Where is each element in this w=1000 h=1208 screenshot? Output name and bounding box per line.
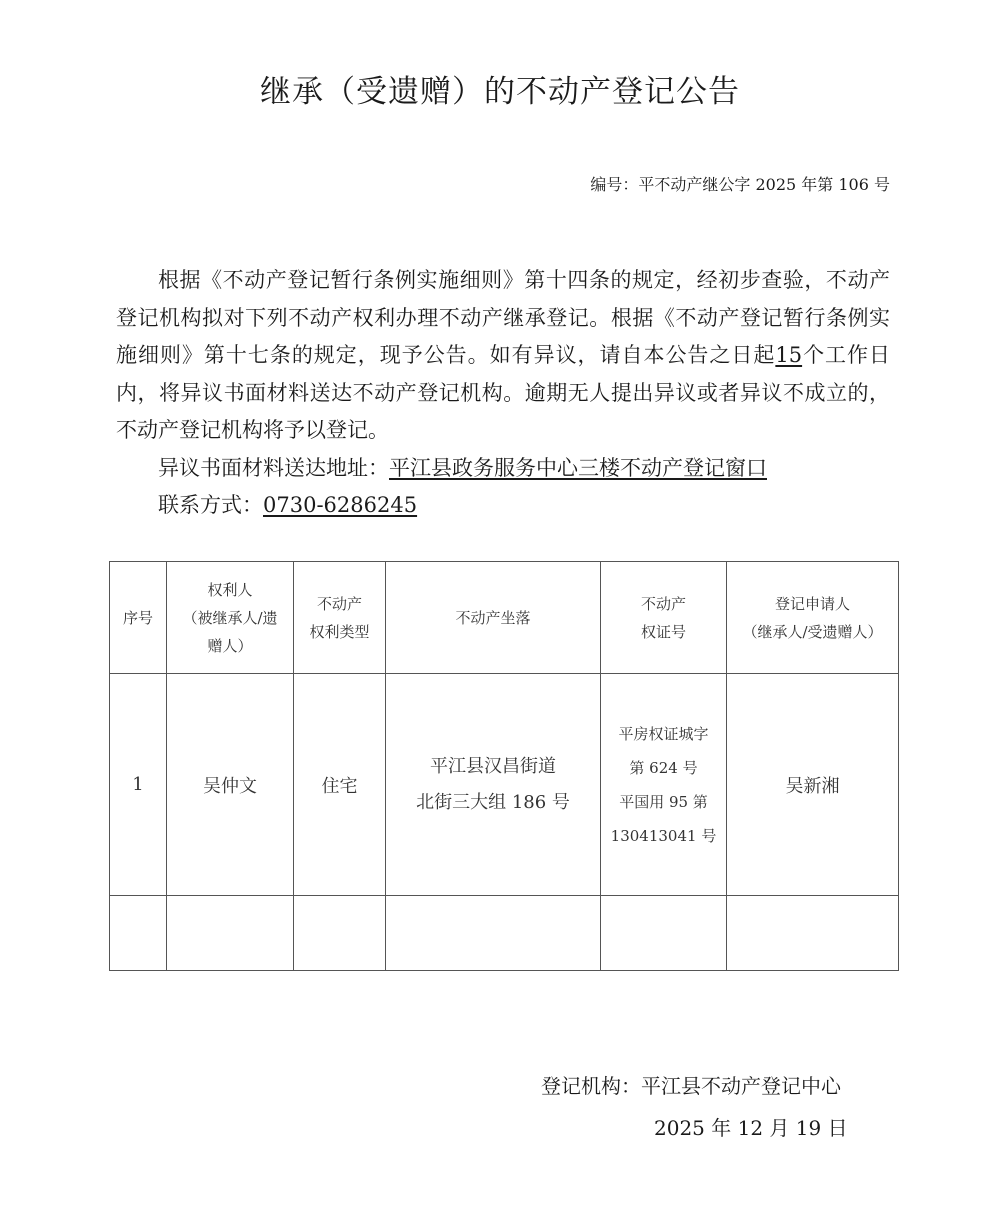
address-value: 平江县政务服务中心三楼不动产登记窗口 xyxy=(389,455,767,480)
objection-days: 15 xyxy=(775,343,803,367)
cell-cert: 平房权证城字 第 624 号 平国用 95 第 130413041 号 xyxy=(601,674,727,896)
page-title: 继承（受遗赠）的不动产登记公告 xyxy=(260,74,740,110)
notice-paragraph xyxy=(116,262,890,450)
table-row xyxy=(110,674,899,896)
contact-phone: 0730-6286245 xyxy=(263,493,418,517)
cell-type: 住宅 xyxy=(294,674,386,896)
cell-index: 1 xyxy=(110,674,167,896)
paragraph-part1: 根据《不动产登记暂行条例实施细则》第十四条的规定，经初步查验，不动产登记机构拟对下列不动产权利办理不动产继承登记。根据《不动产登记暂行条例实施细则》第十七条的规定，现予公告。如有异议，请自本公告之日起 xyxy=(116,268,890,367)
table-row-empty xyxy=(110,896,899,971)
contact-line xyxy=(116,487,890,525)
notice-date: 2025 年 12 月 19 日 xyxy=(654,1116,848,1140)
doc-number: 编号：平不动产继公字 2025 年第 106 号 xyxy=(590,175,890,194)
table-header-row xyxy=(110,562,899,674)
registration-org: 登记机构：平江县不动产登记中心 xyxy=(541,1074,841,1098)
cell-applicant: 吴新湘 xyxy=(727,674,899,896)
property-table xyxy=(109,561,899,971)
header-index: 序号 xyxy=(110,562,167,674)
paragraph-part2: 个工作日内，将异议书面材料送达不动产登记机构。逾期无人提出异议或者异议不成立的，不动产登记机构将予以登记。 xyxy=(116,343,891,442)
header-applicant: 登记申请人 （继承人/受遗赠人） xyxy=(727,562,899,674)
address-label: 异议书面材料送达地址： xyxy=(158,455,389,480)
cell-holder: 吴仲文 xyxy=(167,674,294,896)
contact-label: 联系方式： xyxy=(158,493,263,517)
address-line xyxy=(116,450,890,488)
header-location: 不动产坐落 xyxy=(386,562,601,674)
notice-body xyxy=(116,262,890,525)
cell-location: 平江县汉昌街道 北街三大组 186 号 xyxy=(386,674,601,896)
header-holder: 权利人 （被继承人/遗 赠人） xyxy=(167,562,294,674)
header-type: 不动产 权利类型 xyxy=(294,562,386,674)
header-cert: 不动产 权证号 xyxy=(601,562,727,674)
